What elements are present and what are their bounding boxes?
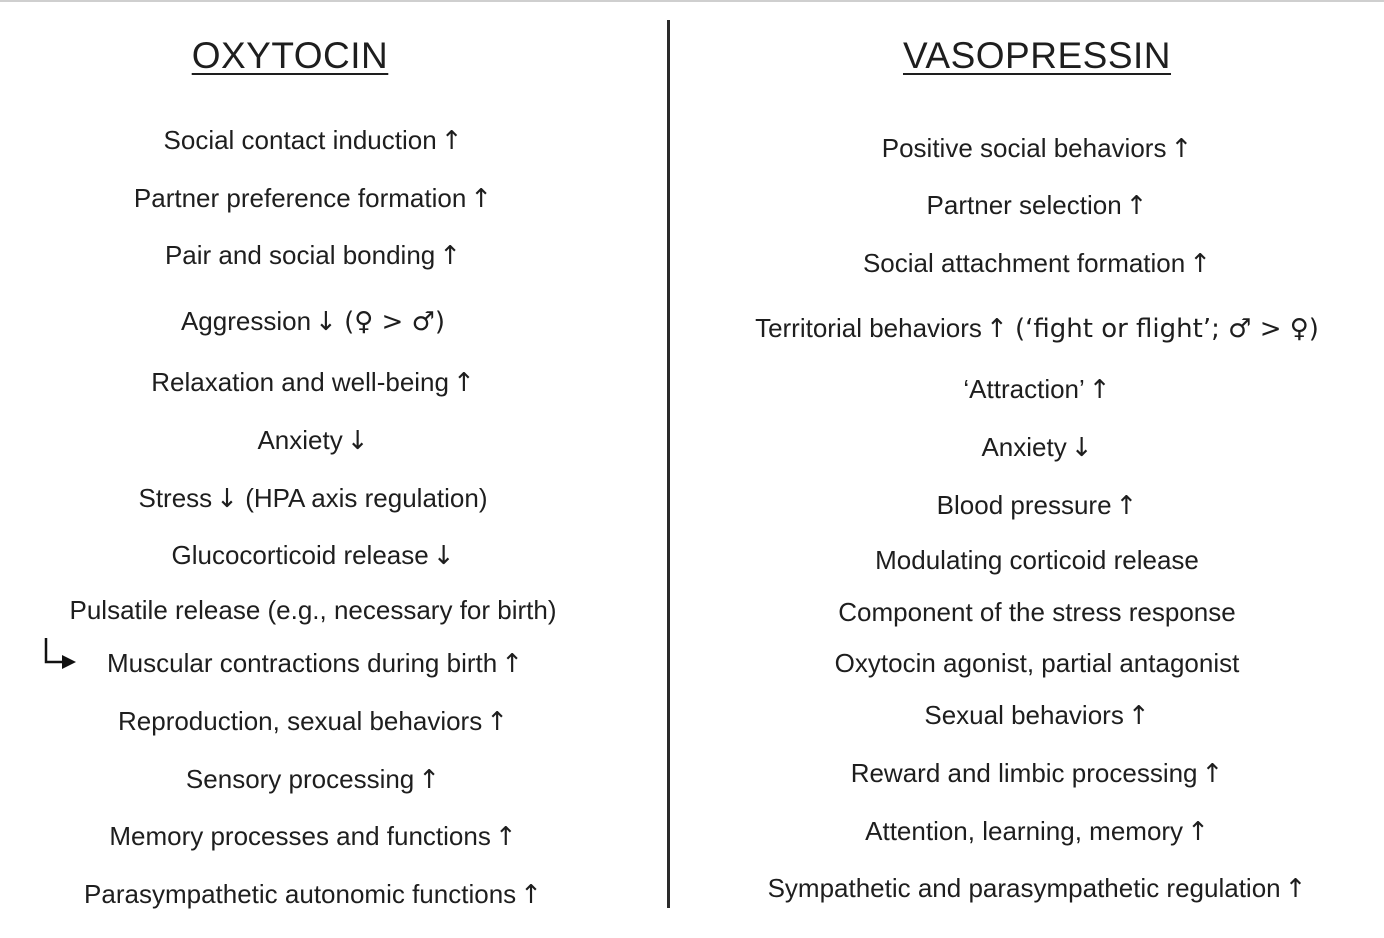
vasopressin-item: Partner selection ↑ [926,190,1148,221]
oxytocin-item: Pulsatile release (e.g., necessary for birth) [69,595,557,625]
down-arrow-icon: ↓ [315,307,337,337]
up-arrow-icon: ↑ [439,241,462,271]
bent-arrow-icon [42,636,78,672]
up-arrow-icon: ↑ [1125,191,1148,221]
oxytocin-heading: OXYTOCIN [191,35,389,76]
down-arrow-icon: ↓ [1070,433,1093,463]
up-arrow-icon: ↑ [1201,759,1224,789]
oxytocin-item: Muscular contractions during birth ↑ [107,648,523,679]
vasopressin-item: Blood pressure ↑ [936,490,1138,521]
up-arrow-icon: ↑ [440,126,463,156]
up-arrow-icon: ↑ [1127,701,1150,731]
up-arrow-icon: ↑ [486,707,509,737]
vasopressin-heading: VASOPRESSIN [902,35,1172,76]
oxytocin-item: Aggression ↓ (♀ > ♂) [180,306,446,337]
oxytocin-item: Reproduction, sexual behaviors ↑ [117,706,509,737]
up-arrow-icon: ↑ [501,649,523,679]
up-arrow-icon: ↑ [1189,249,1212,279]
vasopressin-item: ‘Attraction’ ↑ [963,374,1111,405]
down-arrow-icon: ↓ [216,484,238,514]
down-arrow-icon: ↓ [432,541,455,571]
vasopressin-item: Modulating corticoid release [875,545,1199,575]
oxytocin-item: Relaxation and well-being ↑ [151,367,475,398]
vasopressin-item: Oxytocin agonist, partial antagonist [834,648,1240,678]
oxytocin-item: Social contact induction ↑ [163,125,463,156]
vasopressin-item: Sympathetic and parasympathetic regulation ↑ [767,873,1307,904]
vasopressin-item: Anxiety ↓ [981,432,1093,463]
oxytocin-item: Partner preference formation ↑ [133,183,493,214]
oxytocin-item: Parasympathetic autonomic functions ↑ [84,879,542,910]
up-arrow-icon: ↑ [520,880,542,910]
up-arrow-icon: ↑ [418,765,441,795]
oxytocin-item: Memory processes and functions ↑ [109,821,517,852]
up-arrow-icon: ↑ [452,368,475,398]
vasopressin-item: Reward and limbic processing ↑ [850,758,1224,789]
up-arrow-icon: ↑ [494,822,517,852]
up-arrow-icon: ↑ [1187,817,1209,847]
vasopressin-item: Positive social behaviors ↑ [881,133,1193,164]
oxytocin-item: Glucocorticoid release ↓ [171,540,455,571]
oxytocin-item: Sensory processing ↑ [185,764,441,795]
up-arrow-icon: ↑ [470,184,493,214]
top-border [0,0,1384,2]
column-divider [667,20,670,908]
up-arrow-icon: ↑ [1284,874,1307,904]
vasopressin-item: Attention, learning, memory ↑ [865,816,1209,847]
oxytocin-item: Pair and social bonding ↑ [164,240,462,271]
up-arrow-icon: ↑ [1170,134,1193,164]
up-arrow-icon: ↑ [985,314,1008,344]
up-arrow-icon: ↑ [1115,491,1138,521]
vasopressin-item: Sexual behaviors ↑ [924,700,1150,731]
down-arrow-icon: ↓ [346,426,369,456]
oxytocin-item: Anxiety ↓ [257,425,369,456]
vasopressin-item: Component of the stress response [838,597,1236,627]
up-arrow-icon: ↑ [1088,375,1111,405]
vasopressin-item: Social attachment formation ↑ [862,248,1212,279]
vasopressin-item: Territorial behaviors ↑ (‘fight or flight’; ♂ > ♀) [755,313,1319,344]
oxytocin-item: Stress ↓ (HPA axis regulation) [138,483,488,514]
